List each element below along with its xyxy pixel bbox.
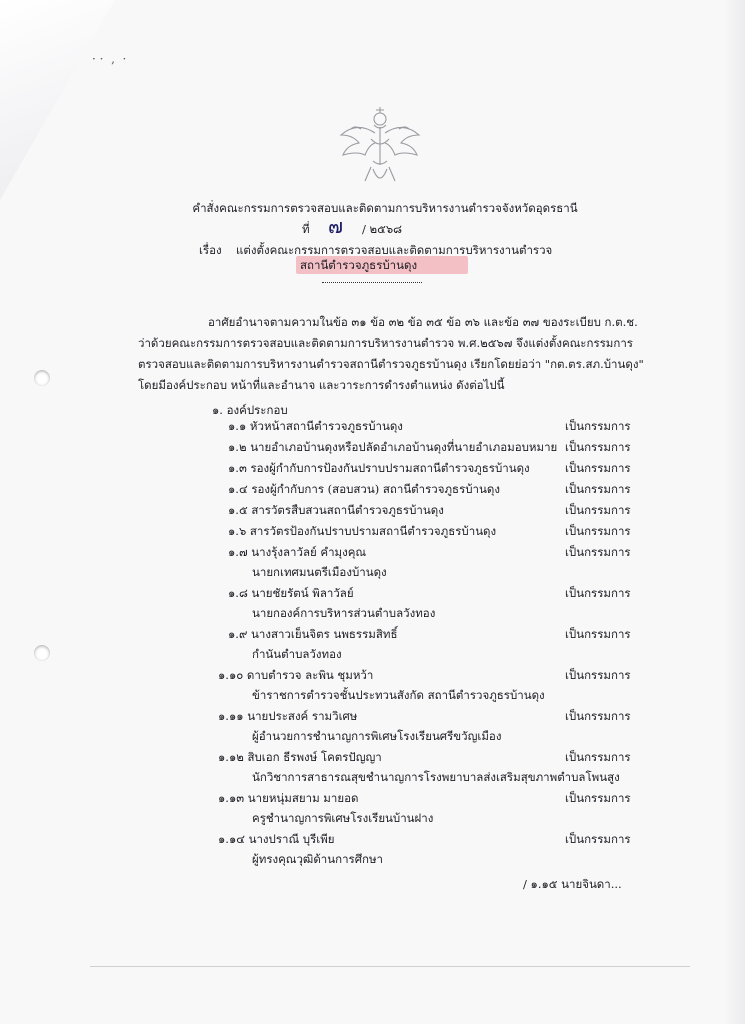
- member-role: เป็นกรรมการ: [565, 750, 631, 764]
- member-role: เป็นกรรมการ: [565, 524, 631, 538]
- order-number-handwritten: ๗: [328, 214, 344, 238]
- member-role: เป็นกรรมการ: [565, 668, 631, 682]
- member-text: ๑.๑๐ ดาบตำรวจ ละพิน ชุมหว้า: [218, 668, 374, 682]
- member-role: เป็นกรรมการ: [565, 627, 631, 641]
- member-text: ๑.๑๔ นางปราณี บุรีเพีย: [218, 832, 335, 846]
- member-role: เป็นกรรมการ: [565, 832, 631, 846]
- member-position: นายกเทศมนตรีเมืองบ้านดุง: [252, 565, 387, 579]
- continuation-note: / ๑.๑๕ นายจินดา...: [523, 877, 622, 891]
- section-title: ๑. องค์ประกอบ: [212, 403, 288, 417]
- member-text: ๑.๘ นายชัยรัตน์ พิลาวัลย์: [228, 586, 354, 600]
- paragraph-line-2: ว่าด้วยคณะกรรมการตรวจสอบและติดตามการบริหารงานตำรวจ พ.ศ.๒๕๖๗ จึงแต่งตั้งคณะกรรมการ: [138, 336, 633, 350]
- member-position: ข้าราชการตำรวจชั้นประทวนสังกัด สถานีตำรวจภูธรบ้านดุง: [252, 688, 545, 702]
- member-position: ผู้อำนวยการชำนาญการพิเศษโรงเรียนศรีขวัญเมือง: [252, 729, 502, 743]
- member-role: เป็นกรรมการ: [565, 709, 631, 723]
- footer-rule: [90, 966, 690, 967]
- member-text: ๑.๔ รองผู้กำกับการ (สอบสวน) สถานีตำรวจภูธรบ้านดุง: [228, 482, 500, 496]
- order-number-prefix: ที่: [302, 222, 310, 236]
- member-position: นายกองค์การบริหารส่วนตำบลวังทอง: [252, 606, 436, 620]
- subject-label: เรื่อง: [199, 243, 222, 257]
- punch-hole-top: [34, 370, 50, 386]
- member-text: ๑.๑ หัวหน้าสถานีตำรวจภูธรบ้านดุง: [228, 419, 403, 433]
- page-edge: [723, 0, 745, 1024]
- separator-dots: [322, 282, 422, 283]
- member-text: ๑.๙ นางสาวเย็นจิตร นพธรรมสิทธิ์: [228, 627, 398, 641]
- member-text: ๑.๑๒ สิบเอก ธีรพงษ์ โคตรปัญญา: [218, 750, 382, 764]
- member-text: ๑.๖ สารวัตรป้องกันปราบปรามสถานีตำรวจภูธรบ้านดุง: [228, 524, 497, 538]
- member-role: เป็นกรรมการ: [565, 419, 631, 433]
- page-fold: [0, 0, 115, 200]
- paragraph-line-1: อาศัยอำนาจตามความในข้อ ๓๑ ข้อ ๓๒ ข้อ ๓๕ ข้อ ๓๖ และข้อ ๓๗ ของระเบียบ ก.ต.ช.: [208, 315, 638, 329]
- member-text: ๑.๕ สารวัตรสืบสวนสถานีตำรวจภูธรบ้านดุง: [228, 503, 444, 517]
- member-role: เป็นกรรมการ: [565, 482, 631, 496]
- member-role: เป็นกรรมการ: [565, 586, 631, 600]
- member-position: นักวิชาการสาธารณสุขชำนาญการโรงพยาบาลส่งเสริมสุขภาพตำบลโพนสูง: [252, 770, 620, 784]
- member-position: ผู้ทรงคุณวุฒิด้านการศึกษา: [252, 852, 384, 866]
- member-text: ๑.๒ นายอำเภอบ้านดุงหรือปลัดอำเภอบ้านดุงที่นายอำเภอมอบหมาย: [228, 440, 558, 454]
- member-role: เป็นกรรมการ: [565, 545, 631, 559]
- member-text: ๑.๑๑ นายประสงค์ รามวิเศษ: [218, 709, 358, 723]
- punch-hole-bottom: [34, 645, 50, 661]
- member-text: ๑.๑๓ นายหนุ่มสยาม มายอด: [218, 791, 359, 805]
- order-number-year: / ๒๕๖๘: [362, 222, 402, 236]
- paragraph-line-4: โดยมีองค์ประกอบ หน้าที่และอำนาจ และวาระการดำรงตำแหน่ง ดังต่อไปนี้: [138, 378, 505, 392]
- order-title: คำสั่งคณะกรรมการตรวจสอบและติดตามการบริหารงานตำรวจจังหวัดอุดรธานี: [192, 201, 578, 215]
- member-role: เป็นกรรมการ: [565, 440, 631, 454]
- subject-station: สถานีตำรวจภูธรบ้านดุง: [300, 258, 418, 272]
- member-text: ๑.๗ นางรุ้งลาวัลย์ คำมุงคุณ: [228, 545, 367, 559]
- member-role: เป็นกรรมการ: [565, 791, 631, 805]
- subject-text: แต่งตั้งคณะกรรมการตรวจสอบและติดตามการบริหารงานตำรวจ: [236, 243, 553, 257]
- member-role: เป็นกรรมการ: [565, 503, 631, 517]
- member-role: เป็นกรรมการ: [565, 461, 631, 475]
- garuda-emblem-icon: [335, 105, 425, 190]
- member-position: ครูชำนาญการพิเศษโรงเรียนบ้านฝาง: [252, 811, 434, 825]
- member-text: ๑.๓ รองผู้กำกับการป้องกันปราบปรามสถานีตำรวจภูธรบ้านดุง: [228, 461, 530, 475]
- stray-marks: · · , ·: [92, 52, 127, 66]
- paragraph-line-3: ตรวจสอบและติดตามการบริหารงานตำรวจสถานีตำรวจภูธรบ้านดุง เรียกโดยย่อว่า "กต.ตร.สภ.บ้านดุง": [138, 357, 644, 371]
- member-position: กำนันตำบลวังทอง: [252, 647, 342, 661]
